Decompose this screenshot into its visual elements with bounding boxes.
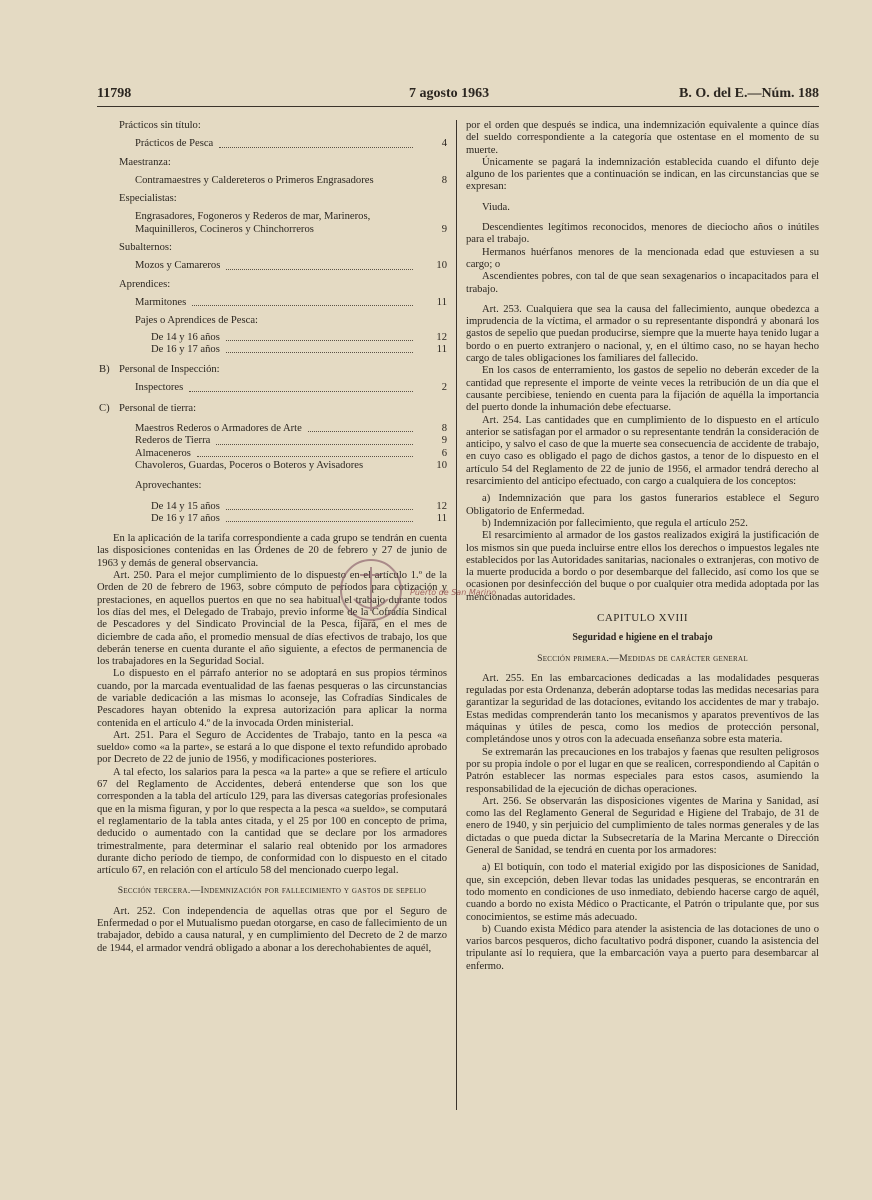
anchor-stamp-icon (336, 555, 406, 625)
tariff-value: 11 (436, 296, 447, 308)
tariff-label: Maestros Rederos o Armadores de Arte (135, 423, 302, 435)
beneficiary-item: Ascendientes pobres, con tal de que sean sexagenarios o incapacitados para el trabajo. (466, 271, 819, 295)
tariff-value: 9 (441, 223, 447, 235)
tariff-row (97, 501, 447, 513)
section-heading: Sección tercera.—Indemnización por fallecimiento y gastos de sepelio (117, 885, 427, 897)
tariff-value: 4 (441, 138, 447, 150)
tariff-value: 6 (441, 447, 447, 459)
tariff-value: 10 (436, 260, 447, 272)
list-item: b) Cuando exista Médico para atender la asistencia de las dotaciones de uno o varios barcos pesqueros, dicho facultativo podrá disponer, cuando la asistencia del tripulante así lo requiera, que la embarcación vaya a puerto para desembarcar al enfermo. (466, 923, 819, 972)
publication-name: B. O. del E.—Núm. 188 (678, 86, 819, 101)
category-heading: Especialistas: (119, 193, 177, 205)
right-column (466, 120, 819, 973)
tariff-row (97, 423, 447, 435)
article-251: Art. 251. Para el Seguro de Accidentes de Trabajo, tanto en la pesca «a sueldo» como «a la parte», se estará a lo que dispone el texto refundido aprobado por Decreto de 22 de junio de 1956, y modificaciones posteriores. (97, 729, 447, 766)
body-paragraph: Únicamente se pagará la indemnización establecida cuando el difunto deje alguno de los parientes que a continuación se indican, en las circunstancias que se expresan: (466, 156, 819, 193)
tariff-value: 10 (436, 459, 447, 471)
tariff-value: 2 (441, 382, 447, 394)
header-rule (97, 106, 819, 107)
category-heading: Maestranza: (119, 156, 171, 168)
stamp-label: Puerto de San Marino (410, 588, 497, 597)
list-item: a) Indemnización que para los gastos funerarios establece el Seguro Obligatorio de Enfermedad. (466, 493, 819, 517)
tariff-row (97, 435, 447, 447)
article-253: Art. 253. Cualquiera que sea la causa del fallecimiento, aunque obedezca a imprudencia de la víctima, el armador o su representante dispondrá y abonará los gastos de sepelio que puedan producirse, siempre que la muerte haya tenido lugar a bordo o en puerto extranjero o nacional, y, en el último caso, no se hayan hecho cargo de tales obligaciones los familiares del fallecido. (466, 303, 820, 365)
article-255: Art. 255. En las embarcaciones dedicadas a las modalidades pesqueras reguladas por esta Ordenanza, deberán adoptarse todas las medidas necesarias para garantizar la seguridad de las dotaciones, evitando los accidentes de mar y trabajo. Estas medidas comprenderán tanto los mecanismos y aparatos preventivos de las máquinas y útiles de pesca, como los medios de protección personal, completándose unos y otros con la adecuada enseñanza sobre esta materia. (466, 672, 819, 746)
category-heading: Aprendices: (119, 278, 171, 290)
tariff-row (97, 344, 447, 356)
body-paragraph: En la aplicación de la tarifa correspondiente a cada grupo se tendrán en cuenta las disposiciones contenidas en las Órdenes de 20 de febrero y 27 de junio de 1963 y demás de general observancia. (97, 533, 447, 569)
tariff-label: Contramaestres y Caldereteros o Primeros Engrasadores (135, 174, 374, 186)
tariff-value: 11 (436, 343, 447, 355)
tariff-label: De 16 y 17 años (151, 343, 220, 355)
subcategory-heading: Pajes o Aprendices de Pesca: (135, 315, 258, 327)
body-paragraph: El resarcimiento al armador de los gastos realizados exigirá la justificación de los mismos sin que pueda incluirse entre ellos los derechos o impuestos legales nte establecidos por las Autoridades sanitarias, nacionales o extranjeras, con motivo de la muerte producida a bordo o por desembarque del fallecido, así como los que se ocasionen por desinfección del buque o por cualquier otra medida adoptada por las mencionadas autoridades. (466, 530, 819, 603)
leader-dots (219, 147, 413, 148)
tariff-row (97, 448, 447, 460)
tariff-label: Rederos de Tierra (135, 435, 211, 447)
tariff-row (97, 260, 447, 272)
category-heading: Subalternos: (119, 242, 172, 254)
article-250: Art. 250. Para el mejor cumplimiento de lo dispuesto en el artículo 1.º de la Orden de 20 de febrero de 1963, sobre cómputo de períodos para cotización y prestaciones, en aquellos puertos en que no sea habitual el trabajo durante todos los días del mes, el Delegado de Trabajo, previo informe de la Cofradía Sindical de Pescadores y del Sindicato Provincial de la Pesca, fijará, en el mes de diciembre de cada año, el promedio mensual de días efectivos de trabajo, los que deberán tenerse en cuenta durante el año siguiente, a efectos de permanencia de los trabajadores en la Seguridad Social. (97, 570, 447, 668)
article-254: Art. 254. Las cantidades que en cumplimiento de lo dispuesto en el artículo anterior se satisfagan por el armador o su representante tendrán la consideración de anticipo, y salvo el caso de que la muerte sea consecuencia de accidente de trabajo, en cuyo caso es obligado el pago de dichos gastos, a tenor de lo dispuesto en el artículo 54 del Reglamento de 22 de junio de 1956, el armador tendrá derecho al resarcimiento del anticipo efectuado, con cargo a cualquiera de los conceptos: (466, 414, 819, 488)
tariff-row (97, 211, 447, 236)
tariff-row (97, 138, 447, 150)
tariff-label: Engrasadores, Fogoneros y Rederos de mar, Marineros, Maquinilleros, Cocineros y Chinchorreros (135, 211, 371, 235)
tariff-value: 8 (441, 174, 447, 186)
list-item: b) Indemnización por fallecimiento, que regula el artículo 252. (482, 517, 748, 529)
publication-date: 7 agosto 1963 (409, 86, 490, 101)
column-divider (456, 120, 457, 1110)
tariff-label: Prácticos de Pesca (135, 138, 214, 150)
tariff-row (97, 175, 447, 187)
tariff-row (97, 332, 447, 344)
tariff-row (97, 513, 447, 525)
tariff-value: 11 (436, 512, 447, 524)
section-heading: Sección primera.—Medidas de carácter general (537, 652, 748, 664)
subcategory-heading: Aprovechantes: (135, 480, 202, 492)
group-heading: B) Personal de Inspección: (99, 364, 220, 376)
body-paragraph: Se extremarán las precauciones en los trabajos y faenas que resulten peligrosos por su propia índole o por el lugar en que se realicen, correspondiendo al Capitán o Patrón establecer las normas especiales para estos casos, asumiendo la responsabilidad de la ejecución de dichas operaciones. (466, 746, 819, 795)
list-item: a) El botiquín, con todo el material exigido por las disposiciones de Sanidad, que, sin excepción, deben llevar todas las unidades pesqueras, se encontrarán en todo momento en condiciones de uso inmediato, debiendo hacerse cargo de aquél, cuando a bordo no exista Médico o Practicante, el Patrón o tripulante que, por sus conocimientos, se estime más adecuado. (466, 862, 819, 923)
tariff-row (97, 460, 447, 472)
chapter-title: CAPITULO XVIII (596, 611, 688, 624)
tariff-label: Chavoleros, Guardas, Poceros o Boteros y Avisadores (135, 459, 364, 471)
tariff-label: Inspectores (135, 382, 184, 394)
tariff-label: De 16 y 17 años (151, 512, 220, 524)
group-heading: C) Personal de tierra: (99, 402, 197, 414)
body-paragraph: por el orden que después se indica, una indemnización equivalente a quince días del sueldo correspondiente a la categoría que ostentase en el momento de su muerte. (466, 120, 819, 156)
page-header (97, 86, 819, 104)
article-252: Art. 252. Con independencia de aquellas otras que por el Seguro de Enfermedad o por el Mutualismo puedan otorgarse, en caso de fallecimiento de un trabajador, debido a causa natural, y en cumplimiento del Decreto de 2 de marzo de 1944, el armador vendrá obligado a abonar a los derechohabientes de aquél, (97, 905, 447, 954)
tariff-row (97, 297, 447, 309)
tariff-label: Marmitones (135, 296, 187, 308)
beneficiary-item: Viuda. (482, 201, 510, 213)
category-heading: Prácticos sin título: (119, 120, 201, 131)
tariff-label: Mozos y Camareros (135, 260, 221, 272)
tariff-value: 9 (441, 435, 447, 447)
body-paragraph: A tal efecto, los salarios para la pesca «a la parte» a que se refiere el artículo 67 del Reglamento de Accidentes, deberá entenderse que son los que corresponden a la tabla del artículo 129, para las diversas categorías profesionales que en la misma figuran, y por lo que respecta a la pesca «a sueldo», se computará el reglamentario de la tabla antes citada, y el 25 por 100 en concepto de prima, deducido o aumentado con la cantidad que se declare por los armadores trimestralmente, para determinar el salario real obtenido por los armadores durante dicho período de tiempo, de conformidad con lo dispuesto en el citado artículo 67, en relación con el artículo 58 del mencionado cuerpo legal. (97, 766, 447, 877)
tariff-label: De 14 y 16 años (151, 331, 220, 343)
beneficiary-item: Descendientes legítimos reconocidos, menores de dieciocho años o inútiles para el trabajo. (466, 222, 819, 246)
beneficiary-item: Hermanos huérfanos menores de la mencionada edad que estuviesen a su cargo; o (466, 246, 819, 270)
body-paragraph: En los casos de enterramiento, los gastos de sepelio no deberán exceder de la cantidad que represente el importe de veinte veces la retribución de un día que el causante percibiese, teniendo en cuenta para la fijación de aquélla la importancia del puerto donde la inhumación debe efectuarse. (466, 365, 819, 414)
left-column (97, 120, 447, 955)
page-number: 11798 (97, 86, 132, 101)
body-paragraph: Lo dispuesto en el párrafo anterior no se adoptará en sus propios términos cuando, por la marcada eventualidad de las faenas pesqueras o las circunstancias de variable dedicación a las mismas lo aconseje, las Cofradías Sindicales de Pescadores hayan obtenido la expresa autorización para aplicar la norma contenida en el artículo 4.º de la invocada Orden ministerial. (97, 668, 447, 729)
tariff-label: Almaceneros (135, 447, 191, 459)
chapter-subtitle: Seguridad e higiene en el trabajo (572, 632, 713, 644)
tariff-value: 8 (441, 423, 447, 435)
tariff-value: 12 (436, 500, 447, 512)
tariff-label: De 14 y 15 años (151, 500, 220, 512)
article-256: Art. 256. Se observarán las disposiciones vigentes de Marina y Sanidad, así como las del Reglamento General de Seguridad e Higiene del Trabajo, de 31 de enero de 1940, y sin perjuicio del cumplimiento de tales normas generales y de las dictadas o que pueda dictar la Subsecretaría de la Marina Mercante o Dirección General de Sanidad, se tendrá en cuenta por los armadores: (466, 795, 819, 857)
tariff-row (97, 382, 447, 394)
tariff-value: 12 (436, 331, 447, 343)
